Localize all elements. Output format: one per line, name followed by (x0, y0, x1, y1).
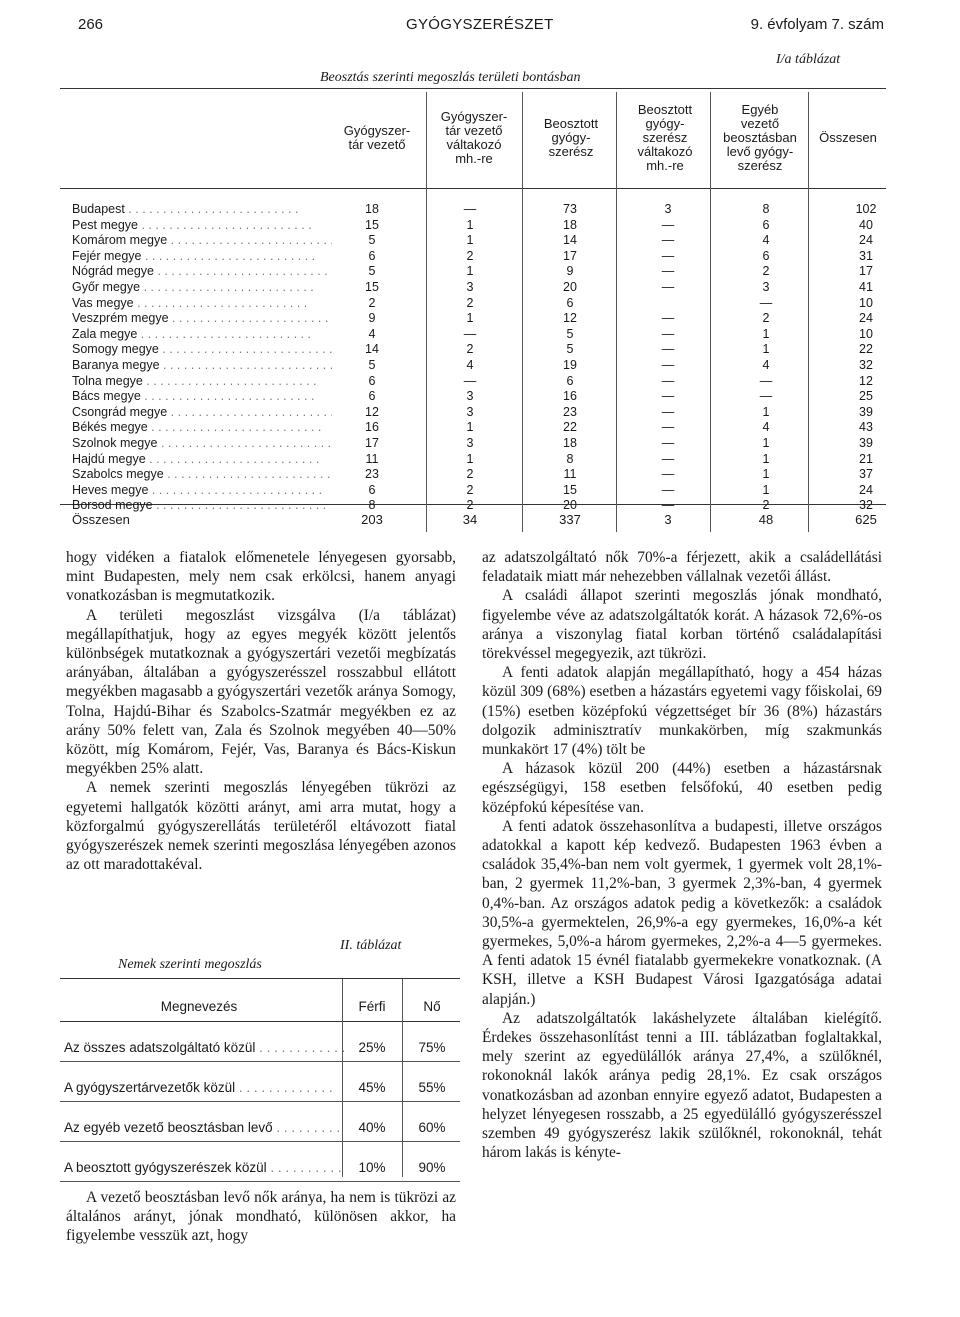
table1-cell: — (661, 233, 675, 248)
table1-cell: 12 (563, 311, 577, 326)
table2-caption: Nemek szerinti megoszlás (118, 957, 262, 972)
paragraph: A nemek szerinti megoszlás lényegében tükrözi az egyetemi hallgatók közötti arányt, ami arra mutat, hogy a közforgalmú gyógyszerellátás területéről eltávozott fiatal gyógyszerészek nemek szerinti megoszlása lényegében azonos az ott maradottakéval. (66, 779, 456, 874)
table2-row-name: A gyógyszertárvezetők közül . . . (64, 1080, 344, 1095)
table1-cell: 3 (664, 202, 672, 216)
paragraph: hogy vidéken a fiatalok előmenetele lényegesen gyorsabb, mint Budapesten, mely nem csak erkölcsi, hanem anyagi vonatkozásban is megmutatkozik. (66, 549, 456, 605)
table1-row (72, 233, 882, 249)
table1-cell: 2 (762, 264, 770, 279)
table2-header-name: Megnevezés (160, 999, 238, 1014)
table1-cell: 32 (859, 357, 873, 372)
table1-row (72, 311, 882, 327)
table1-cell: — (463, 202, 477, 216)
table1-cell: 15 (365, 217, 379, 232)
table1-cell: 2 (762, 311, 770, 326)
county-name: Szabolcs megye . . . (72, 467, 332, 481)
left-column (66, 548, 456, 874)
table1-cell: 8 (762, 202, 770, 216)
table2-row (60, 1142, 460, 1182)
total-cell: 625 (855, 512, 877, 527)
table1-cell: 1 (762, 467, 770, 482)
table1-col-header: Beosztott gyógy- szerész váltakozó mh.-re (637, 102, 693, 173)
table1-cell: 2 (466, 482, 474, 497)
table1-cell: 32 (859, 498, 873, 513)
table1-cell: 40 (859, 217, 873, 232)
county-name: Csongrád megye . . . (72, 405, 332, 419)
table1-cell: 37 (859, 467, 873, 482)
county-name: Nógrád megye . . . (72, 264, 332, 278)
table1-top-rule (60, 88, 886, 89)
table1-cell: 4 (368, 326, 376, 341)
table2-row-male: 10% (358, 1160, 386, 1175)
table1-cell: 102 (855, 202, 877, 216)
table1-cell: 43 (859, 420, 873, 435)
table1-cell: 4 (762, 357, 770, 372)
table1-row (72, 452, 882, 468)
table1-cell: 15 (563, 482, 577, 497)
table1-cell: — (661, 482, 675, 497)
table1-cell: 1 (762, 326, 770, 341)
table1-cell: 2 (466, 295, 474, 310)
county-name: Komárom megye . . . (72, 233, 332, 247)
table1-cell: 20 (563, 279, 577, 294)
issue-info: 9. évfolyam 7. szám (750, 16, 884, 33)
county-name: Tolna megye . . . (72, 374, 332, 388)
table1-row (72, 280, 882, 296)
table1-cell: 1 (762, 435, 770, 450)
county-name: Budapest . . . (72, 202, 332, 216)
table1-cell: — (661, 435, 675, 450)
table2-header-row (60, 979, 460, 1022)
table1-cell: 11 (365, 451, 379, 466)
table1-cell: — (661, 311, 675, 326)
table1-cell: 5 (368, 357, 376, 372)
table1-cell: 2 (466, 498, 474, 513)
left-column-bottom (66, 1188, 456, 1246)
journal-title: GYÓGYSZERÉSZET (406, 16, 554, 33)
table1-cell: 23 (365, 467, 379, 482)
table2-divider (402, 979, 403, 1177)
table1-cell: 16 (365, 420, 379, 435)
total-cell: 34 (462, 512, 478, 527)
table1-cell: 4 (466, 357, 474, 372)
table1-cell: 3 (762, 279, 770, 294)
table1-cell: 1 (466, 311, 474, 326)
county-name: Borsod megye . . . (72, 498, 332, 512)
table2-divider (342, 979, 343, 1177)
total-cell: 48 (758, 512, 774, 527)
paragraph: az adatszolgáltató nők 70%-a férjezett, akik a családellátási feladataik miatt már nehezebben vállalnak vezetői állást. (482, 549, 882, 586)
table1-cell: 19 (563, 357, 577, 372)
table2-label: II. táblázat (340, 938, 402, 953)
table1-row (72, 218, 882, 234)
table1-cell: 18 (563, 435, 577, 450)
table1-cell: — (661, 420, 675, 435)
table1-cell: 31 (859, 248, 873, 263)
table1-col-header: Egyéb vezető beosztásban levő gyógy- szerész (723, 102, 797, 173)
table1-cell: 73 (563, 202, 577, 216)
table1-row (72, 483, 882, 499)
table1-cell: 15 (365, 279, 379, 294)
county-name: Győr megye . . . (72, 280, 332, 294)
table1-cell: 25 (859, 389, 873, 404)
paragraph: A területi megoszlást vizsgálva (I/a táblázat) megállapíthatjuk, hogy az egyes megyék között jelentős különbségek mutatkoznak a gyógyszertári vezetői megbízatás arányában, általában a gyógyszerésszel rosszabbul ellátott megyékben magasabb a gyógyszertári vezetők aránya Somogy, Tolna, Hajdú-Bihar és Szabolcs-Szatmár megyékben ez az arány 50% felett van, Zala és Szolnok megyében 40—50% között, míg Komárom, Fejér, Vas, Baranya és Bács-Kiskun megyékben 25% alatt. (66, 606, 456, 778)
table1-col-header: Gyógyszer- tár vezető (343, 123, 411, 152)
table1-cell: 3 (466, 389, 474, 404)
county-name: Baranya megye . . . (72, 358, 332, 372)
table1-cell: 6 (762, 217, 770, 232)
table1-cell: 3 (466, 279, 474, 294)
table1-row (72, 374, 882, 390)
table1-cell: 17 (859, 264, 873, 279)
table1-cell: 6 (368, 482, 376, 497)
table1-cell: 18 (365, 202, 379, 216)
table1-cell: — (661, 389, 675, 404)
table1-body (72, 202, 882, 514)
table2-row-female: 75% (418, 1040, 446, 1055)
table2-row-male: 25% (358, 1040, 386, 1055)
table1-row (72, 358, 882, 374)
table1-cell: 17 (563, 248, 577, 263)
table1-cell: 24 (859, 311, 873, 326)
table1-cell: 1 (762, 482, 770, 497)
table1-cell: — (661, 467, 675, 482)
table1-cell: 8 (368, 498, 376, 513)
table1-cell: 5 (368, 264, 376, 279)
table2 (60, 978, 460, 1182)
table1-row (72, 296, 882, 312)
table2-row (60, 1022, 460, 1062)
table1-cell: 3 (466, 435, 474, 450)
table1-cell: 14 (365, 342, 379, 357)
table1-cell: — (759, 373, 773, 388)
table1-row (72, 389, 882, 405)
table1-cell: 18 (563, 217, 577, 232)
table1-row (72, 202, 882, 218)
table1-col-header: Összesen (819, 130, 877, 145)
table1-cell: — (661, 279, 675, 294)
table1-row (72, 264, 882, 280)
table1-cell: 24 (859, 233, 873, 248)
county-name: Fejér megye . . . (72, 249, 332, 263)
table1-cell: 6 (762, 248, 770, 263)
table2-header-female: Nő (423, 999, 441, 1014)
table1-row (72, 249, 882, 265)
table1-cell: 20 (563, 498, 577, 513)
table1-cell: 1 (466, 420, 474, 435)
table1-row (72, 342, 882, 358)
table1-cell: 2 (466, 248, 474, 263)
total-cell: 337 (559, 512, 581, 527)
table1-cell: 3 (466, 404, 474, 419)
page-header (78, 12, 884, 38)
county-name: Szolnok megye . . . (72, 436, 332, 450)
table2-row (60, 1102, 460, 1142)
total-cell: 3 (664, 512, 672, 527)
table1-cell: 2 (466, 467, 474, 482)
table1-cell: 16 (563, 389, 577, 404)
table1-cell: — (463, 373, 477, 388)
table1-cell: — (661, 326, 675, 341)
table2-row-female: 90% (418, 1160, 446, 1175)
paragraph: A vezető beosztásban levő nők aránya, ha nem is tükrözi az általános arányt, jónak mondható, különösen akkor, ha figyelembe vesszük azt, hogy (66, 1189, 456, 1245)
county-name: Heves megye . . . (72, 483, 332, 497)
table1-head-rule (60, 188, 886, 189)
table1-cell: 9 (368, 311, 376, 326)
table1-cell: 8 (566, 451, 574, 466)
table1-cell: 5 (566, 326, 574, 341)
paragraph: A családi állapot szerinti megoszlás jónak mondható, figyelembe véve az adatszolgáltatók korát. A házasok 72,6%-os aránya a viszonylag fiatal korban történő családalapítási törekvéssel megegyezik, azt tükrözi. (482, 587, 882, 663)
table1-cell: 2 (466, 342, 474, 357)
table1-cell: — (661, 498, 675, 513)
table1-cell: 1 (466, 264, 474, 279)
table1-row (72, 405, 882, 421)
table1-cell: 24 (859, 482, 873, 497)
table1-cell: 12 (365, 404, 379, 419)
table1-cell: 22 (859, 342, 873, 357)
table1-cell: 6 (566, 373, 574, 388)
table1-cell: 2 (368, 295, 376, 310)
paragraph: A fenti adatok alapján megállapítható, hogy a 454 házas közül 309 (68%) esetben a házastárs egyetemi vagy főiskolai, 69 (15%) esetben középfokú végzettséget bír 36 (8%) házastárs dolgozik adminisztratív munkakörben, míg szakmunkás munkakört 17 (4%) tölt be (482, 664, 882, 759)
county-name: Pest megye . . . (72, 218, 332, 232)
county-name: Hajdú megye . . . (72, 452, 332, 466)
table1-cell: — (661, 217, 675, 232)
county-name: Veszprém megye . . . (72, 311, 332, 325)
table2-row-name: Az összes adatszolgáltató közül . . . (64, 1040, 344, 1055)
table2-header-male: Férfi (358, 999, 386, 1014)
table1-total-row (72, 512, 882, 532)
table2-row-female: 55% (418, 1080, 446, 1095)
table1-cell: 4 (762, 420, 770, 435)
paragraph: A fenti adatok összehasonlítva a budapesti, illetve országos adatokkal a kapott kép kedvező. Budapesten 1963 évben a családok 35,4%-ban nem volt gyermek, 1 gyermek volt 28,1%-ban, 2 gyermek 11,2%-ban, 3 gyermek 2,3%-ban, 4 gyermek 0,4%-ban. Az országos adatok pedig a következők: a családok 30,5%-a gyermektelen, 26,9%-a egy gyermekes, 16,0%-a két gyermekes, 5,0%-a három gyermekes, 2,2%-a 4—5 gyermekes. A fenti adatok 15 évnél fiatalabb gyermekekre vonatkoznak. (A KSH, illetve a KSH Budapest Városi Igazgatósága adatai alapján.) (482, 817, 882, 1008)
table1-cell: 14 (563, 233, 577, 248)
table1-cell: 21 (859, 451, 873, 466)
table1-cell: 1 (762, 342, 770, 357)
paragraph: A házasok közül 200 (44%) esetben a házastársnak egészségügyi, 158 esetben felsőfokú, 40 esetben pedig középfokú képesítése van. (482, 760, 882, 816)
table2-row-male: 40% (358, 1120, 386, 1135)
table1-cell: — (661, 404, 675, 419)
table1-cell: 6 (566, 295, 574, 310)
table1-cell: — (463, 326, 477, 341)
table1-cell: — (661, 451, 675, 466)
table1-cell: 6 (368, 373, 376, 388)
table1-cell: — (759, 389, 773, 404)
table1-cell: 17 (365, 435, 379, 450)
table1-col-header: Gyógyszer- tár vezető váltakozó mh.-re (440, 109, 508, 166)
table1-cell: — (661, 264, 675, 279)
table1-cell: 9 (566, 264, 574, 279)
table1-cell: — (661, 248, 675, 263)
table1-cell: 41 (859, 279, 873, 294)
county-name: Vas megye . . . (72, 296, 332, 310)
table1-cell: — (661, 357, 675, 372)
table1-cell: 22 (563, 420, 577, 435)
table1-cell: 2 (762, 498, 770, 513)
table2-row-male: 45% (358, 1080, 386, 1095)
total-cell: 203 (361, 512, 383, 527)
table1-row (72, 327, 882, 343)
table2-row-name: Az egyéb vezető beosztásban levő . . . (64, 1120, 344, 1135)
table1-cell: 1 (466, 233, 474, 248)
table1-cell: 39 (859, 404, 873, 419)
table1-cell: 10 (859, 326, 873, 341)
table1-row (72, 467, 882, 483)
table1-row (72, 420, 882, 436)
table1-cell: 1 (762, 451, 770, 466)
table1-cell: 6 (368, 248, 376, 263)
table1-cell: 1 (466, 451, 474, 466)
table1-cell: 10 (859, 295, 873, 310)
table1-cell: 4 (762, 233, 770, 248)
table1-cell: — (661, 342, 675, 357)
county-name: Zala megye . . . (72, 327, 332, 341)
table1-cell: 5 (368, 233, 376, 248)
paragraph: Az adatszolgáltatók lakáshelyzete általában kielégítő. Érdekes összehasonlítást tenni a III. táblázatban foglaltakkal, mely szerint az egyedülállók aránya 27,4%, a szülőknél, rokonoknál lakók aránya pedig 28,1%. Ez csak országos vonatkozásban ad azonban ennyire egyező adatot, Budapesten a helyzet lényegesen rosszabb, a 25 egyedülálló gyógyszerésszel szemben 49 gyógyszerész lakik szülőknél, rokonoknál, tehát három lakás is kényte- (482, 1009, 882, 1162)
right-column (482, 548, 882, 1163)
table2-row-name: A beosztott gyógyszerészek közül . . . (64, 1160, 344, 1175)
total-label: Összesen (72, 512, 130, 527)
table1-cell: — (759, 295, 773, 310)
table2-row-female: 60% (418, 1120, 446, 1135)
table1-cell: — (661, 373, 675, 388)
county-name: Bács megye . . . (72, 389, 332, 403)
table1-cell: 1 (466, 217, 474, 232)
table1-label: I/a táblázat (776, 52, 841, 67)
table1-cell: 5 (566, 342, 574, 357)
table2-row (60, 1062, 460, 1102)
table1-row (72, 436, 882, 452)
table1-col-header: Beosztott gyógy- szerész (543, 116, 599, 159)
table1-caption: Beosztás szerinti megoszlás területi bontásban (320, 70, 581, 85)
page-number: 266 (78, 16, 104, 33)
table1-cell: 23 (563, 404, 577, 419)
table1-cell: 11 (563, 467, 577, 482)
table1-cell: 12 (859, 373, 873, 388)
county-name: Békés megye . . . (72, 420, 332, 434)
county-name: Somogy megye . . . (72, 342, 332, 356)
table1-cell: 6 (368, 389, 376, 404)
table1-cell: 39 (859, 435, 873, 450)
table1-cell: 1 (762, 404, 770, 419)
